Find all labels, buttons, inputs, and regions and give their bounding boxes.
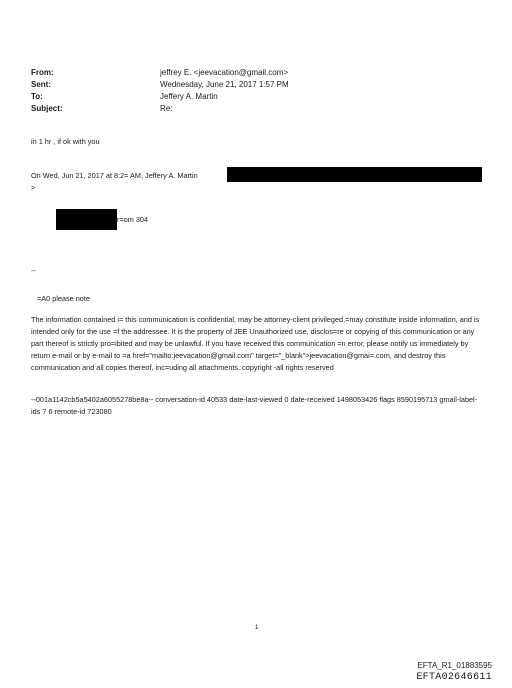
quote-marker: > [31, 183, 36, 192]
disclaimer: The information contained i= this communication is confidential, may be attorney-client privileged,=may constitute inside information, and is intended only for the use =f the addressee. It is the property of JEE Unauthorized use, disclos=re or copying of this communication or any part thereof is strictly pro=ibited and may be unlawful. If you have received this communication =n error, please notify us immediately by return e-mail or by e-mail to =a href="mailto:jeevacation@gmail.com" target="_blank">jeevacation@gmai=.com, and destroy this communication and all copies thereof, inc=uding all attachments. copyright -all rights reserved [31, 315, 480, 372]
from-value: jeffrey E. <jeevacation@gmail.com> [160, 68, 289, 77]
email-metadata: --001a1142cb5a5402a6055278be8a-- conversation-id 40533 date-last-viewed 0 date-received 1498053426 flags 8590195713 gmail-label-ids 7 6 remote-id 723080 [31, 395, 478, 416]
reply-text: in 1 hr , if ok with you [31, 137, 100, 146]
sent-label: Sent: [31, 80, 51, 89]
redaction-block [56, 209, 117, 230]
please-note: =A0 please note [37, 294, 90, 303]
subject-label: Subject: [31, 104, 63, 113]
to-label: To: [31, 92, 43, 101]
separator: -- [31, 266, 36, 275]
page-number: 1 [255, 625, 259, 631]
subject-value: Re: [160, 104, 173, 113]
efta-id-small: EFTA_R1_01883595 [417, 661, 492, 670]
efta-id-large: EFTA02646611 [416, 672, 492, 683]
quote-intro: On Wed, Jun 21, 2017 at 8:2= AM, Jeffery A. Martin [31, 171, 198, 180]
to-value: Jeffery A. Martin [160, 92, 218, 101]
redaction-block [227, 167, 482, 182]
from-label: From: [31, 68, 54, 77]
room-text: r=om 304 [117, 215, 149, 224]
sent-value: Wednesday, June 21, 2017 1:57 PM [160, 80, 289, 89]
